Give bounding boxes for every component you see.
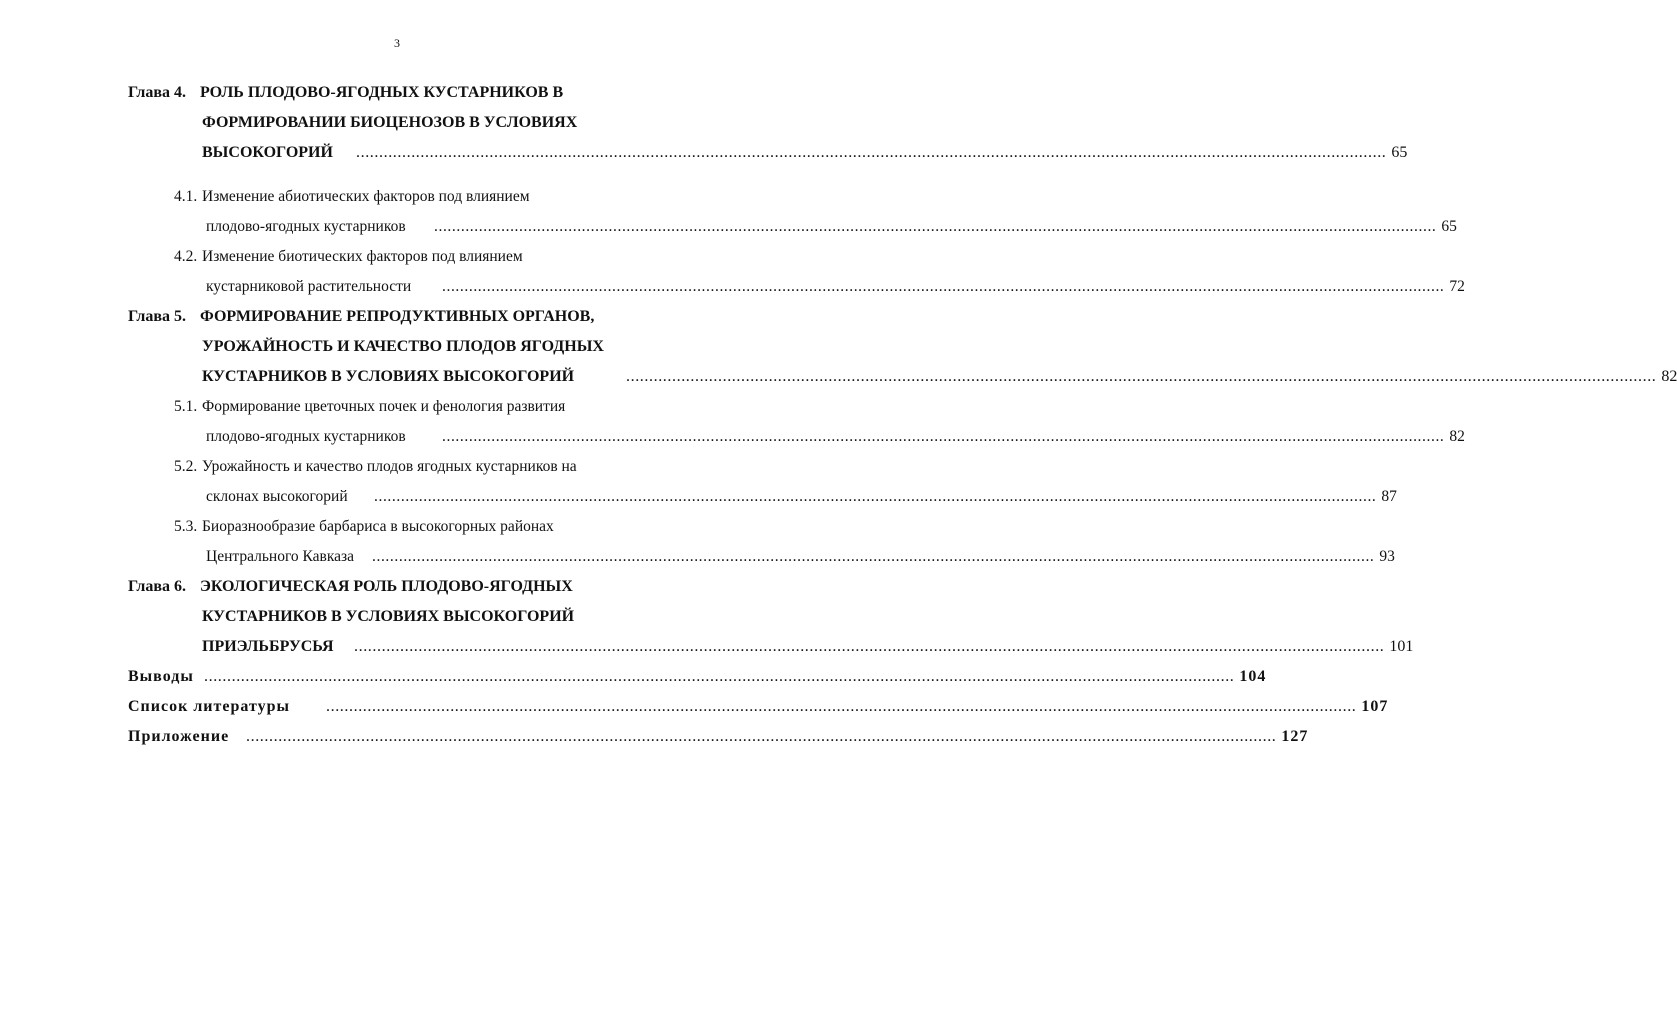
dot-leader: ................................................................................................................................................................................................................................: [354, 638, 1385, 655]
toc-chapter-4-line-2: [128, 108, 732, 138]
dot-leader: ................................................................................................................................................................................................................................: [372, 548, 1375, 565]
toc-section-4-1-line-1: [128, 182, 732, 212]
chapter-6-title-line-1: ЭКОЛОГИЧЕСКАЯ РОЛЬ ПЛОДОВО-ЯГОДНЫХ: [200, 578, 573, 595]
section-5-1-page: 82: [1449, 428, 1465, 445]
appendix-label: Приложение: [128, 728, 230, 745]
toc-section-5-2-line-2[interactable]: [128, 482, 1397, 512]
dot-leader: ................................................................................................................................................................................................................................: [246, 728, 1277, 745]
chapter-5-leader: [626, 362, 1677, 392]
section-4-1-number: 4.1.: [174, 188, 198, 205]
chapter-4-title-line-2: ФОРМИРОВАНИИ БИОЦЕНОЗОВ В УСЛОВИЯХ: [202, 114, 578, 131]
chapter-6-leader: [354, 632, 1414, 662]
section-5-3-page: 93: [1379, 548, 1395, 565]
references-leader: [326, 692, 1389, 722]
section-5-3-number: 5.3.: [174, 518, 198, 535]
dot-leader: ................................................................................................................................................................................................................................: [442, 428, 1445, 445]
toc-chapter-6-line-1: [128, 572, 732, 602]
section-4-2-number: 4.2.: [174, 248, 198, 265]
dot-leader: ................................................................................................................................................................................................................................: [326, 698, 1357, 715]
toc-section-4-2-line-2[interactable]: [128, 272, 1465, 302]
chapter-4-title-line-3: ВЫСОКОГОРИЙ: [202, 144, 333, 161]
chapter-4-title-line-1: РОЛЬ ПЛОДОВО-ЯГОДНЫХ КУСТАРНИКОВ В: [200, 84, 564, 101]
toc-chapter-6-line-2: [128, 602, 732, 632]
toc-section-5-3-line-2[interactable]: [128, 542, 1395, 572]
dot-leader: ................................................................................................................................................................................................................................: [374, 488, 1377, 505]
section-5-1-title-line-1: Формирование цветочных почек и фенология развития: [202, 398, 566, 415]
section-4-2-title-line-1: Изменение биотических факторов под влиянием: [202, 248, 523, 265]
toc-chapter-4-line-1: [128, 78, 732, 108]
chapter-4-page: 65: [1391, 144, 1408, 161]
toc-section-4-1-line-2[interactable]: [128, 212, 1457, 242]
section-5-3-leader: [372, 542, 1395, 572]
chapter-5-title-line-2: УРОЖАЙНОСТЬ И КАЧЕСТВО ПЛОДОВ ЯГОДНЫХ: [202, 338, 604, 355]
toc-references[interactable]: [128, 692, 1389, 722]
references-page: 107: [1361, 698, 1389, 715]
chapter-5-prefix: Глава 5.: [128, 308, 186, 325]
chapter-4-leader: [356, 138, 1408, 168]
dot-leader: ................................................................................................................................................................................................................................: [442, 278, 1445, 295]
chapter-6-prefix: Глава 6.: [128, 578, 186, 595]
conclusions-leader: [204, 662, 1267, 692]
toc-conclusions[interactable]: [128, 662, 1267, 692]
conclusions-label: Выводы: [128, 668, 194, 685]
section-5-1-number: 5.1.: [174, 398, 198, 415]
appendix-page: 127: [1281, 728, 1309, 745]
section-4-1-title-line-2: плодово-ягодных кустарников: [206, 218, 406, 235]
toc-section-5-2-line-1: [128, 452, 732, 482]
section-5-1-leader: [442, 422, 1465, 452]
dot-leader: ................................................................................................................................................................................................................................: [434, 218, 1437, 235]
section-5-2-title-line-2: склонах высокогорий: [206, 488, 348, 505]
section-5-2-title-line-1: Урожайность и качество плодов ягодных кустарников на: [202, 458, 577, 475]
chapter-5-title-line-3: КУСТАРНИКОВ В УСЛОВИЯХ ВЫСОКОГОРИЙ: [202, 368, 575, 385]
toc-chapter-6-line-3[interactable]: [128, 632, 1414, 662]
toc-appendix[interactable]: [128, 722, 1309, 752]
section-5-3-title-line-2: Центрального Кавказа: [206, 548, 355, 565]
section-5-3-title-line-1: Биоразнообразие барбариса в высокогорных районах: [202, 518, 554, 535]
section-4-2-leader: [442, 272, 1465, 302]
chapter-6-title-line-2: КУСТАРНИКОВ В УСЛОВИЯХ ВЫСОКОГОРИЙ: [202, 608, 575, 625]
table-of-contents: [128, 78, 1677, 752]
toc-chapter-5-line-3[interactable]: [128, 362, 1677, 392]
chapter-5-title-line-1: ФОРМИРОВАНИЕ РЕПРОДУКТИВНЫХ ОРГАНОВ,: [200, 308, 595, 325]
toc-section-5-1-line-1: [128, 392, 732, 422]
toc-section-5-3-line-1: [128, 512, 732, 542]
chapter-6-page: 101: [1389, 638, 1414, 655]
section-5-1-title-line-2: плодово-ягодных кустарников: [206, 428, 406, 445]
section-4-2-title-line-2: кустарниковой растительности: [206, 278, 412, 295]
section-4-2-page: 72: [1449, 278, 1465, 295]
dot-leader: ................................................................................................................................................................................................................................: [356, 144, 1387, 161]
toc-chapter-4-line-3[interactable]: [128, 138, 1408, 168]
dot-leader: ................................................................................................................................................................................................................................: [204, 668, 1235, 685]
page-number: 3: [394, 36, 400, 50]
section-5-2-number: 5.2.: [174, 458, 198, 475]
section-5-2-leader: [374, 482, 1397, 512]
chapter-4-prefix: Глава 4.: [128, 84, 186, 101]
section-4-1-title-line-1: Изменение абиотических факторов под влиянием: [202, 188, 530, 205]
section-4-1-leader: [434, 212, 1457, 242]
chapter-5-page: 82: [1661, 368, 1677, 385]
toc-chapter-5-line-2: [128, 332, 732, 362]
toc-section-4-2-line-1: [128, 242, 732, 272]
dot-leader: ................................................................................................................................................................................................................................: [626, 368, 1657, 385]
chapter-6-title-line-3: ПРИЭЛЬБРУСЬЯ: [202, 638, 334, 655]
conclusions-page: 104: [1239, 668, 1267, 685]
appendix-leader: [246, 722, 1309, 752]
toc-section-5-1-line-2[interactable]: [128, 422, 1465, 452]
toc-chapter-5-line-1: [128, 302, 732, 332]
section-4-1-page: 65: [1441, 218, 1457, 235]
references-label: Список литературы: [128, 698, 290, 715]
section-5-2-page: 87: [1381, 488, 1397, 505]
